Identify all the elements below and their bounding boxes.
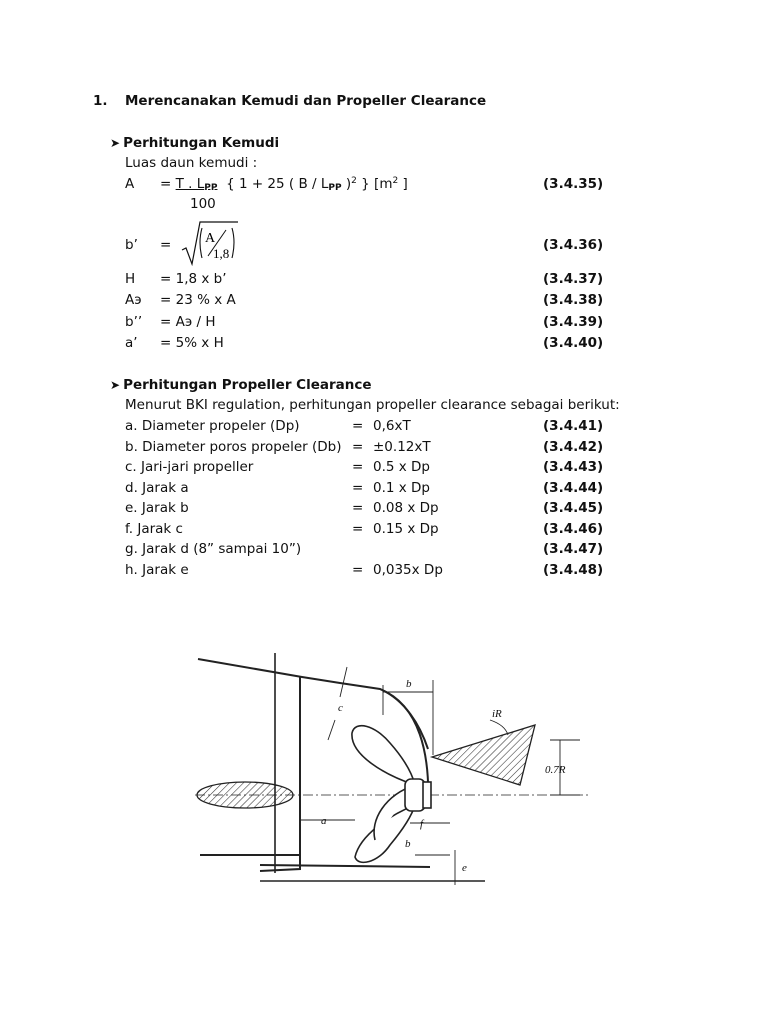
sqrt-numerator: A (205, 231, 216, 246)
formula-A-sup: 2 (351, 176, 357, 186)
formula-A-part4: ] (398, 176, 408, 192)
formula-A-eq: = (160, 176, 172, 192)
clearance-label-4: e. Jarak b (125, 500, 189, 516)
clearance-ref-3: (3.4.44) (543, 480, 604, 496)
section-number: 1. (93, 93, 108, 109)
formula-A-sub: PP (328, 183, 342, 193)
row-a-lhs: a’ (125, 335, 138, 351)
clearance-eq-7: = (352, 562, 364, 578)
row-A-lhs: A (125, 176, 135, 192)
eq-ref-3438: (3.4.38) (543, 292, 604, 308)
eq-ref-3436: (3.4.36) (543, 237, 604, 253)
clearance-eq-5: = (352, 521, 364, 537)
clearance-ref-6: (3.4.47) (543, 541, 604, 557)
formula-A-numerator (176, 176, 218, 192)
formula-A-part1: { 1 + 25 ( B / L (226, 176, 329, 192)
formula-A-part3: } [m (356, 176, 393, 192)
propeller-clearance-diagram (190, 645, 590, 895)
row-b2-lhs: b’’ (125, 314, 143, 330)
hull-outline (198, 659, 428, 749)
eq-ref-3435: (3.4.35) (543, 176, 604, 192)
clearance-label-0: a. Diameter propeler (Dp) (125, 418, 300, 434)
propeller-hub (405, 779, 425, 811)
clearance-eq-3: = (352, 480, 364, 496)
clearance-value-3: 0.1 x Dp (373, 480, 431, 496)
row-a-rhs: = 5% x H (160, 335, 224, 351)
clearance-ref-7: (3.4.48) (543, 562, 604, 578)
skeg-line (200, 855, 300, 871)
numerator-text: T . L (175, 176, 205, 192)
sqrt-denominator: 1,8 (213, 246, 230, 261)
clearance-ref-2: (3.4.43) (543, 459, 604, 475)
label-e: e (462, 862, 467, 874)
label-iR: iR (492, 708, 502, 720)
clearance-label-6: g. Jarak d (8” sampai 10”) (125, 541, 302, 557)
label-f: f (420, 818, 424, 830)
clearance-ref-4: (3.4.45) (543, 500, 604, 516)
label-b-top: b (406, 678, 412, 690)
row-b-lhs: b’ (125, 237, 138, 253)
kemudi-heading-text: Perhitungan Kemudi (123, 135, 280, 151)
clearance-label-7: h. Jarak e (125, 562, 189, 578)
section-title: Merencanakan Kemudi dan Propeller Clearance (125, 93, 487, 109)
propeller (352, 726, 431, 863)
clearance-label-1: b. Diameter poros propeler (Db) (125, 439, 342, 455)
clearance-value-5: 0.15 x Dp (373, 521, 439, 537)
clearance-label-3: d. Jarak a (125, 480, 189, 496)
label-0.7R: 0.7R (545, 764, 566, 776)
formula-A (160, 178, 408, 192)
clearance-label-2: c. Jari-jari propeller (125, 459, 254, 475)
formula-A-denominator: 100 (190, 196, 216, 212)
clearance-value-1: ±0.12xT (373, 439, 431, 455)
formula-A-sup2: 2 (392, 176, 399, 186)
clearance-eq-1: = (352, 439, 364, 455)
clearance-intro: Menurut BKI regulation, perhitungan propeller clearance sebagai berikut: (125, 397, 620, 413)
clearance-ref-5: (3.4.46) (543, 521, 604, 537)
clearance-eq-4: = (352, 500, 364, 516)
clearance-value-2: 0.5 x Dp (373, 459, 431, 475)
clearance-value-4: 0.08 x Dp (373, 500, 439, 516)
sqrt-formula (180, 218, 240, 266)
numerator-sub: PP (204, 183, 218, 193)
kemudi-heading (110, 137, 279, 151)
clearance-ref-1: (3.4.42) (543, 439, 604, 455)
row-b-eq: = (160, 237, 172, 253)
clearance-value-0: 0,6xT (373, 418, 411, 434)
label-a: a (321, 815, 327, 827)
clearance-value-7: 0,035x Dp (373, 562, 443, 578)
rudder-section (432, 725, 535, 785)
clearance-eq-0: = (352, 418, 364, 434)
clearance-heading-text: Perhitungan Propeller Clearance (123, 377, 372, 393)
row-b2-rhs: = Aэ / H (160, 314, 216, 330)
row-Ae-rhs: = 23 % x A (160, 292, 236, 308)
eq-ref-3437: (3.4.37) (543, 271, 604, 287)
row-Ae-lhs: Aэ (125, 292, 142, 308)
eq-ref-3439: (3.4.39) (543, 314, 604, 330)
row-H-rhs: = 1,8 x b’ (160, 271, 227, 287)
clearance-label-5: f. Jarak c (125, 521, 183, 537)
clearance-ref-0: (3.4.41) (543, 418, 604, 434)
clearance-heading (110, 379, 372, 393)
arrow-bullet-icon: ➤ (110, 378, 121, 392)
clearance-eq-2: = (352, 459, 364, 475)
eq-ref-3440: (3.4.40) (543, 335, 604, 351)
kemudi-intro: Luas daun kemudi : (125, 155, 258, 171)
formula-A-part2: ) (341, 176, 352, 192)
label-b-bottom: b (405, 838, 411, 850)
arrow-bullet-icon: ➤ (110, 136, 121, 150)
row-H-lhs: H (125, 271, 136, 287)
label-c: c (338, 702, 343, 714)
